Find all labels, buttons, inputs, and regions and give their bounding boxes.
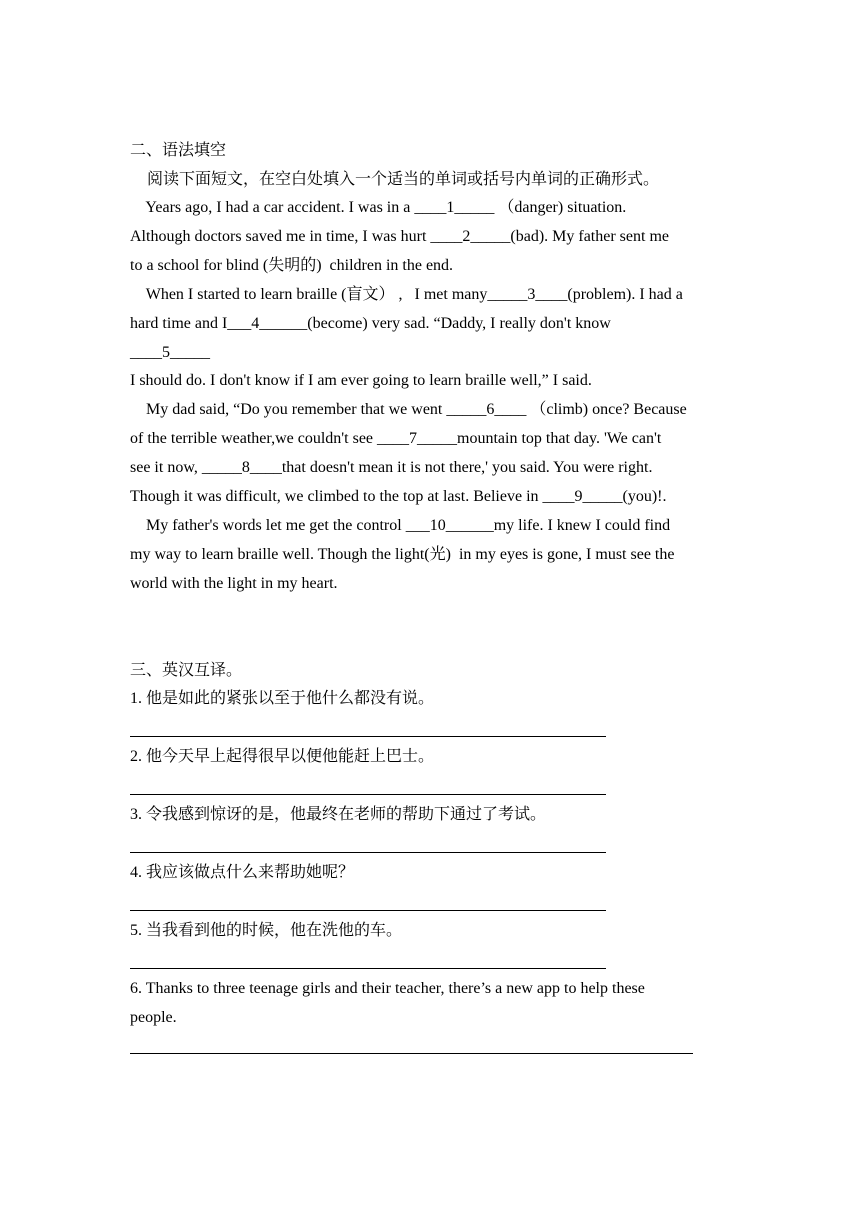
passage-line: Years ago, I had a car accident. I was in a ____1_____ （danger) situation. <box>130 199 627 216</box>
answer-line-5[interactable] <box>130 968 606 969</box>
translation-item-4: 4. 我应该做点什么来帮助她呢？ <box>130 864 355 881</box>
translation-item-5: 5. 当我看到他的时候，他在洗他的车。 <box>130 922 403 939</box>
section3-heading: 三、英汉互译。 <box>130 660 243 679</box>
answer-line-2[interactable] <box>130 794 606 795</box>
translation-item-6-cont: people. <box>130 1009 177 1026</box>
passage-line: world with the light in my heart. <box>130 575 338 592</box>
passage-line: hard time and I___4______(become) very sad. “Daddy, I really don't know <box>130 315 611 332</box>
passage-line: to a school for blind (失明的) children in the end. <box>130 257 454 274</box>
answer-line-4[interactable] <box>130 910 606 911</box>
passage-line: Though it was difficult, we climbed to the top at last. Believe in ____9_____(you)!. <box>130 488 667 505</box>
answer-line-3[interactable] <box>130 852 606 853</box>
passage-line: My father's words let me get the control ___10______my life. I knew I could find <box>130 517 671 534</box>
passage-line: I should do. I don't know if I am ever going to learn braille well,” I said. <box>130 372 592 389</box>
answer-line-1[interactable] <box>130 736 606 737</box>
translation-item-3: 3. 令我感到惊讶的是，他最终在老师的帮助下通过了考试。 <box>130 806 547 823</box>
translation-item-2: 2. 他今天早上起得很早以便他能赶上巴士。 <box>130 748 435 765</box>
passage-line: see it now, _____8____that doesn't mean it is not there,' you said. You were right. <box>130 459 653 476</box>
answer-line-6[interactable] <box>130 1053 693 1054</box>
passage-line: Although doctors saved me in time, I was hurt ____2_____(bad). My father sent me <box>130 228 669 245</box>
section2-heading: 二、语法填空 <box>130 140 227 159</box>
passage-line: of the terrible weather,we couldn't see ____7_____mountain top that day. 'We can't <box>130 430 662 447</box>
passage-line: my way to learn braille well. Though the light(光) in my eyes is gone, I must see the <box>130 546 675 563</box>
translation-item-1: 1. 他是如此的紧张以至于他什么都没有说。 <box>130 690 435 707</box>
translation-item-6: 6. Thanks to three teenage girls and their teacher, there’s a new app to help these <box>130 980 645 997</box>
passage-line: ____5_____ <box>130 344 210 361</box>
passage-line: My dad said, “Do you remember that we went _____6____ （climb) once? Because <box>130 401 687 418</box>
section2-instruction: 阅读下面短文，在空白处填入一个适当的单词或括号内单词的正确形式。 <box>147 169 660 188</box>
passage-line: When I started to learn braille (盲文） , I met many_____3____(problem). I had a <box>130 286 683 303</box>
